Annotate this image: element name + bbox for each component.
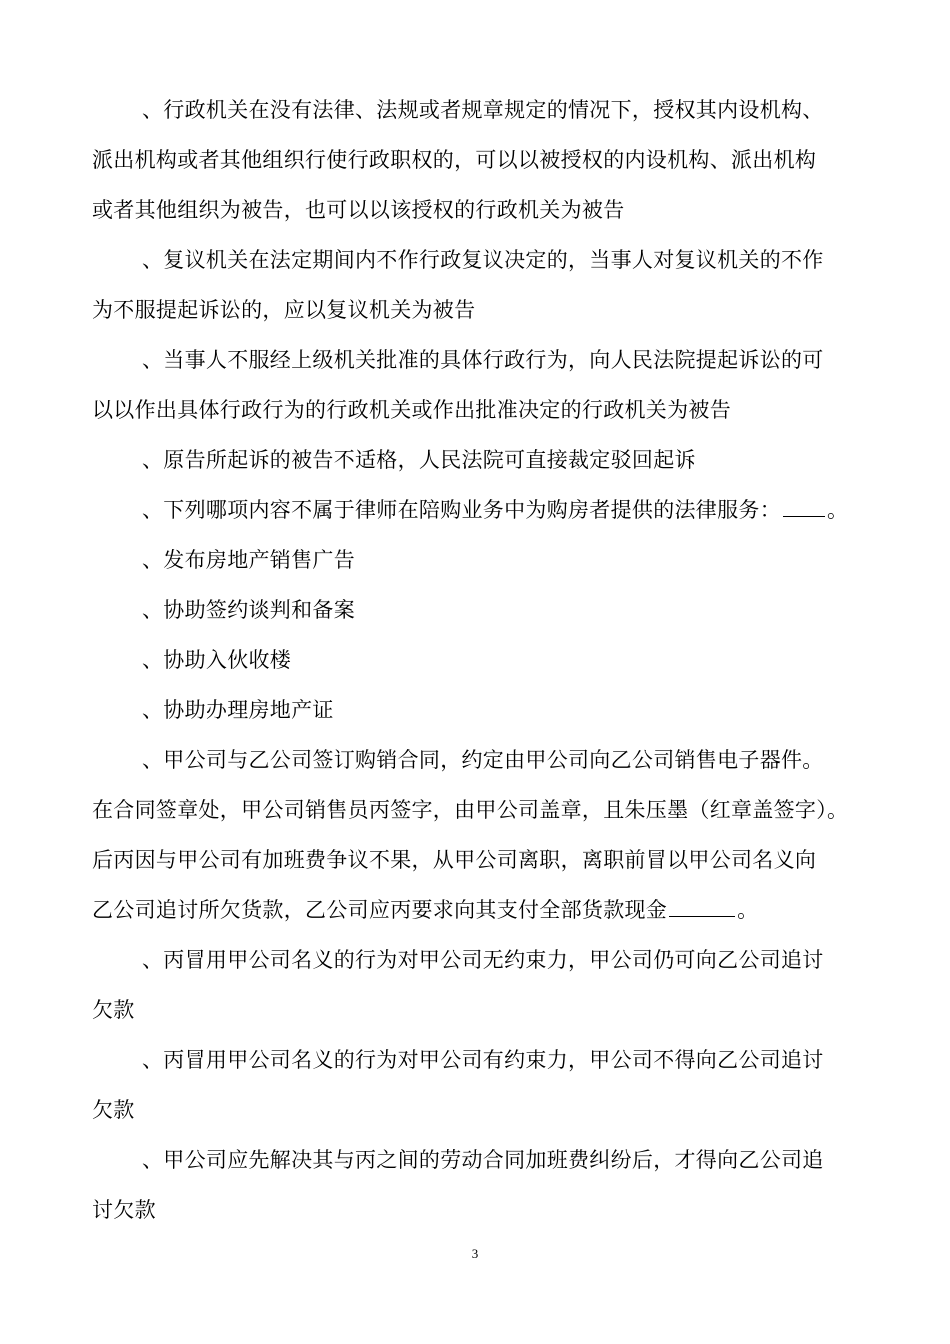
text-line: 、复议机关在法定期间内不作行政复议决定的，当事人对复议机关的不作 xyxy=(142,248,824,272)
text-line: 后丙因与甲公司有加班费争议不果，从甲公司离职，离职前冒以甲公司名义向 xyxy=(92,848,817,872)
answer-blank xyxy=(669,915,735,917)
text-line: 为不服提起诉讼的，应以复议机关为被告 xyxy=(92,298,476,322)
option-paragraph xyxy=(92,235,862,335)
option-paragraph xyxy=(92,635,862,685)
text-line: 、当事人不服经上级机关批准的具体行政行为，向人民法院提起诉讼的可 xyxy=(142,348,824,372)
question-line xyxy=(92,485,862,535)
option-paragraph xyxy=(92,435,862,485)
text-line: 、甲公司应先解决其与丙之间的劳动合同加班费纠纷后，才得向乙公司追 xyxy=(142,1148,824,1172)
question-text: 、下列哪项内容不属于律师在陪购业务中为购房者提供的法律服务： xyxy=(142,498,781,522)
text-line: 欠款 xyxy=(92,998,135,1022)
option-paragraph xyxy=(92,685,862,735)
text-line: 欠款 xyxy=(92,1098,135,1122)
page-number: 3 xyxy=(471,1246,479,1261)
option-paragraph xyxy=(92,85,862,235)
text-line: 、原告所起诉的被告不适格，人民法院可直接裁定驳回起诉 xyxy=(142,448,696,472)
question-paragraph xyxy=(92,735,862,935)
option-paragraph xyxy=(92,335,862,435)
answer-blank xyxy=(783,515,825,517)
option-paragraph xyxy=(92,535,862,585)
question-line xyxy=(92,885,862,935)
text-line: 、行政机关在没有法律、法规或者规章规定的情况下，授权其内设机构、 xyxy=(142,98,824,122)
question-paragraph xyxy=(92,485,862,535)
question-end: 。 xyxy=(827,498,849,522)
text-line: 派出机构或者其他组织行使行政职权的，可以以被授权的内设机构、派出机构 xyxy=(92,148,817,172)
text-line: 、发布房地产销售广告 xyxy=(142,548,355,572)
text-line: 、甲公司与乙公司签订购销合同，约定由甲公司向乙公司销售电子器件。 xyxy=(142,748,824,772)
text-line: 讨欠款 xyxy=(92,1198,156,1222)
text-line: 、丙冒用甲公司名义的行为对甲公司有约束力，甲公司不得向乙公司追讨 xyxy=(142,1048,824,1072)
option-paragraph xyxy=(92,935,862,1035)
text-line: 、丙冒用甲公司名义的行为对甲公司无约束力，甲公司仍可向乙公司追讨 xyxy=(142,948,824,972)
text-line: 、协助办理房地产证 xyxy=(142,698,334,722)
option-paragraph xyxy=(92,1135,862,1235)
text-line: 或者其他组织为被告，也可以以该授权的行政机关为被告 xyxy=(92,198,625,222)
option-paragraph xyxy=(92,585,862,635)
text-line: 在合同签章处，甲公司销售员丙签字，由甲公司盖章，且朱压墨（红章盖签字）。 xyxy=(92,798,849,822)
text-line: 以以作出具体行政行为的行政机关或作出批准决定的行政机关为被告 xyxy=(92,398,731,422)
text-line: 、协助入伙收楼 xyxy=(142,648,292,672)
question-text: 乙公司追讨所欠货款，乙公司应丙要求向其支付全部货款现金 xyxy=(92,898,668,922)
question-end: 。 xyxy=(737,898,759,922)
option-paragraph xyxy=(92,1035,862,1135)
text-line: 、协助签约谈判和备案 xyxy=(142,598,355,622)
